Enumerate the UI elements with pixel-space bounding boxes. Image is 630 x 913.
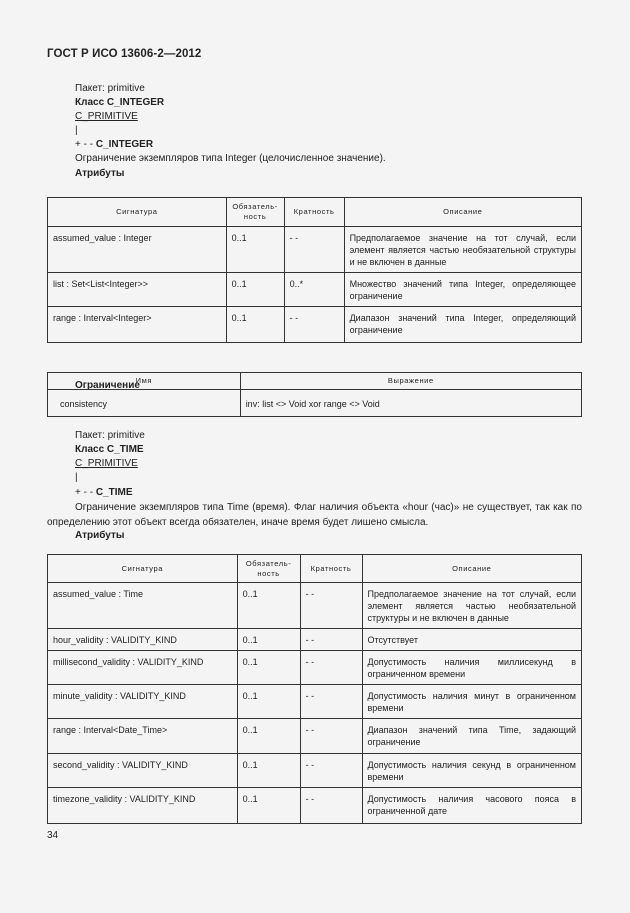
cell-constraint-expression: inv: list <> Void xor range <> Void xyxy=(240,390,581,417)
table-row xyxy=(48,788,582,824)
attributes-table-time xyxy=(47,554,582,824)
cell-description: Предполагаемое значение на тот случай, если элемент является частью необязательной структуры и не включен в данные xyxy=(344,227,581,273)
cell-description: Допустимость наличия секунд в ограниченном времени xyxy=(362,754,581,788)
cell-mandatory: 0..1 xyxy=(226,307,284,343)
col-header-expression: Выражение xyxy=(240,373,581,390)
table-row xyxy=(48,719,582,754)
package-label: Пакет: primitive xyxy=(75,83,145,94)
table-row xyxy=(48,227,582,273)
col-header-signature: Сигнатура xyxy=(48,198,227,227)
cell-description: Диапазон значений типа Time, задающий ограничение xyxy=(362,719,581,754)
cell-mandatory: 0..1 xyxy=(237,788,300,824)
inheritance-pipe: | xyxy=(75,125,78,136)
col-header-mandatory: Обязатель-ность xyxy=(226,198,284,227)
cell-multiplicity: - - xyxy=(300,719,362,754)
cell-mandatory: 0..1 xyxy=(237,651,300,685)
cell-multiplicity: - - xyxy=(300,754,362,788)
constraint-table xyxy=(47,372,582,417)
inheritance-prefix: + - - xyxy=(75,139,96,150)
cell-signature: timezone_validity : VALIDITY_KIND xyxy=(48,788,238,824)
cell-multiplicity: - - xyxy=(284,307,344,343)
cell-signature: range : Interval<Integer> xyxy=(48,307,227,343)
inheritance-pipe: | xyxy=(75,472,78,483)
table-row xyxy=(48,307,582,343)
cell-mandatory: 0..1 xyxy=(226,227,284,273)
cell-description: Предполагаемое значение на тот случай, если элемент является частью необязательной структуры и не включен в данные xyxy=(362,583,581,629)
class-description: Ограничение экземпляров типа Time (время). Флаг наличия объекта «hour (час)» не существует, так как по определению этот объект всегда обязателен, иначе время будет лишено смысла. xyxy=(47,502,582,528)
cell-description: Допустимость наличия минут в ограниченном времени xyxy=(362,685,581,719)
constraint-title: Ограничение xyxy=(75,380,140,391)
cell-mandatory: 0..1 xyxy=(237,754,300,788)
cell-description: Множество значений типа Integer, определяющее ограничение xyxy=(344,273,581,307)
cell-description: Отсутствует xyxy=(362,629,581,651)
attributes-title: Атрибуты xyxy=(75,168,125,179)
cell-signature: minute_validity : VALIDITY_KIND xyxy=(48,685,238,719)
cell-description: Допустимость наличия часового пояса в ограниченной дате xyxy=(362,788,581,824)
parent-class-link: C_PRIMITIVE xyxy=(75,458,138,469)
cell-multiplicity: - - xyxy=(300,583,362,629)
col-header-multiplicity: Кратность xyxy=(300,555,362,583)
cell-multiplicity: - - xyxy=(300,685,362,719)
col-header-name: Имя xyxy=(48,373,241,390)
class-title: Класс C_INTEGER xyxy=(75,97,165,108)
col-header-mandatory: Обязатель-ность xyxy=(237,555,300,583)
col-header-description: Описание xyxy=(344,198,581,227)
cell-multiplicity: 0..* xyxy=(284,273,344,307)
col-header-description: Описание xyxy=(362,555,581,583)
table-row xyxy=(48,390,582,417)
inheritance-class-name: C_INTEGER xyxy=(95,139,154,150)
inheritance-line xyxy=(75,139,153,150)
document-header: ГОСТ Р ИСО 13606-2—2012 xyxy=(47,48,202,60)
cell-multiplicity: - - xyxy=(300,629,362,651)
cell-signature: range : Interval<Date_Time> xyxy=(48,719,238,754)
attributes-title: Атрибуты xyxy=(75,530,125,541)
table-row xyxy=(48,651,582,685)
table-row xyxy=(48,754,582,788)
table-row xyxy=(48,273,582,307)
cell-constraint-name: consistency xyxy=(48,390,241,417)
col-header-signature: Сигнатура xyxy=(48,555,238,583)
cell-mandatory: 0..1 xyxy=(226,273,284,307)
class-title: Класс C_TIME xyxy=(75,444,144,455)
attributes-table-integer xyxy=(47,197,582,343)
class-description: Ограничение экземпляров типа Integer (целочисленное значение). xyxy=(75,153,386,164)
parent-class-link: C_PRIMITIVE xyxy=(75,111,138,122)
cell-signature: second_validity : VALIDITY_KIND xyxy=(48,754,238,788)
cell-description: Допустимость наличия миллисекунд в ограниченном времени xyxy=(362,651,581,685)
cell-mandatory: 0..1 xyxy=(237,719,300,754)
package-label: Пакет: primitive xyxy=(75,430,145,441)
table-row xyxy=(48,583,582,629)
table-row xyxy=(48,629,582,651)
cell-signature: list : Set<List<Integer>> xyxy=(48,273,227,307)
inheritance-prefix: + - - xyxy=(75,487,96,498)
cell-signature: assumed_value : Time xyxy=(48,583,238,629)
cell-signature: millisecond_validity : VALIDITY_KIND xyxy=(48,651,238,685)
cell-mandatory: 0..1 xyxy=(237,583,300,629)
cell-mandatory: 0..1 xyxy=(237,629,300,651)
cell-signature: hour_validity : VALIDITY_KIND xyxy=(48,629,238,651)
table-row xyxy=(48,685,582,719)
cell-multiplicity: - - xyxy=(284,227,344,273)
cell-multiplicity: - - xyxy=(300,651,362,685)
cell-multiplicity: - - xyxy=(300,788,362,824)
cell-mandatory: 0..1 xyxy=(237,685,300,719)
inheritance-class-name: C_TIME xyxy=(95,487,133,498)
cell-signature: assumed_value : Integer xyxy=(48,227,227,273)
col-header-multiplicity: Кратность xyxy=(284,198,344,227)
inheritance-line xyxy=(75,487,133,498)
cell-description: Диапазон значений типа Integer, определяющий ограничение xyxy=(344,307,581,343)
page-number: 34 xyxy=(47,830,59,841)
